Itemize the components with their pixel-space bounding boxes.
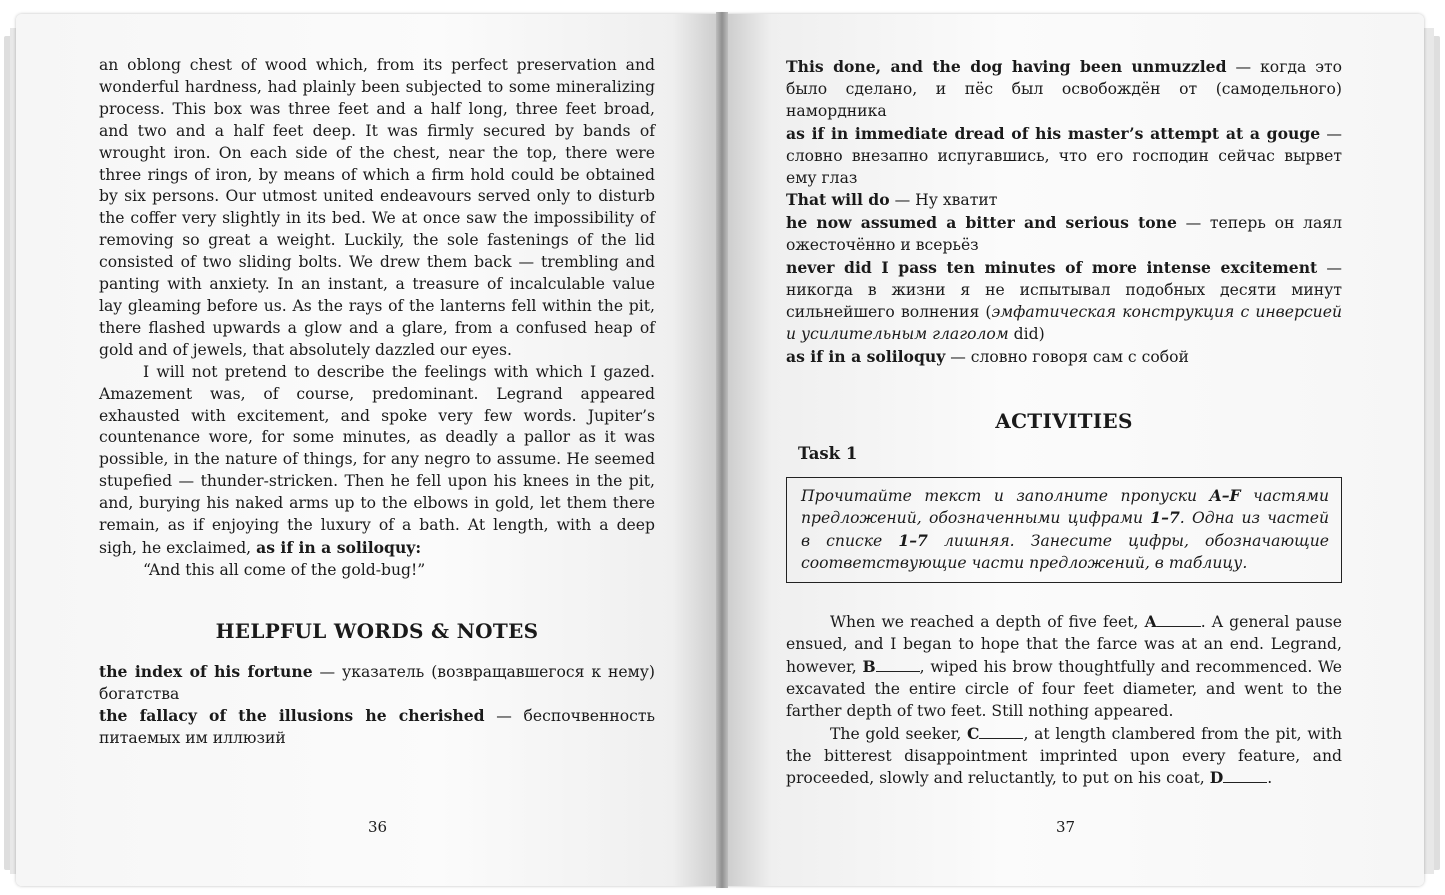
exercise-text: The gold seeker, — [830, 724, 968, 743]
quotation: “And this all come of the gold-bug!” — [143, 560, 426, 579]
note-dash: — — [1320, 124, 1342, 143]
note-item — [786, 257, 1342, 346]
note-translation: словно говоря сам с собой — [970, 347, 1189, 366]
colon: : — [415, 537, 422, 557]
note-term: the index of his fortune — [99, 661, 313, 681]
gap-letter: B — [862, 656, 876, 676]
gap-letter: D — [1209, 768, 1224, 788]
exercise-paragraph — [786, 723, 1342, 791]
instruction-text: . Одна из частей в списке — [801, 509, 1330, 551]
note-translation: Ну хватит — [915, 191, 998, 210]
note-term: as if in a soliloquy — [786, 346, 946, 366]
exercise-text: When we reached a depth of five feet, — [830, 613, 1145, 632]
gap-blank — [979, 725, 1023, 739]
note-dash: — — [1317, 259, 1342, 278]
note-item — [786, 123, 1342, 190]
instruction-option-numbers: 1–7 — [898, 531, 928, 551]
note-term: he now assumed a bitter and serious tone — [786, 213, 1177, 233]
note-dash: — — [889, 191, 916, 210]
note-term: never did I pass ten minutes of more intense excitement — [786, 258, 1318, 278]
note-dash: — — [484, 707, 524, 726]
gap-letter: C — [967, 723, 980, 743]
note-grammar-comment: эмфатическая конструкция с инверсией и усилительным глаголом — [786, 302, 1342, 343]
story-text: I will not pretend to describe the feelings with which I gazed. Amazement was, of course, predominant. Legrand appeared exhausted with excitement, and spoke very few words. Jupiter’s countenance wore, for some minutes, as deadly a pallor as it was possible, in the nature of things, for any negro to assume. He seemed stupefied — thunder-stricken. Then he fell upon his knees in the pit, and, burying his naked arms up to the elbows in gold, let them there remain, as if enjoying the luxury of a bath. At length, with a deep sigh, he exclaimed, — [99, 362, 655, 557]
gap-blank — [1157, 613, 1201, 627]
note-translation-end: did) — [1008, 324, 1045, 343]
note-dash: — — [1176, 214, 1210, 233]
note-translation: когда это было сделано, и пёс был освобождён от (самодельного) намордника — [786, 58, 1342, 120]
note-term: This done, and the dog having been unmuzzled — [786, 57, 1227, 76]
note-term: the fallacy of the illusions he cherished — [99, 706, 485, 726]
notes-heading: HELPFUL WORDS & NOTES — [215, 618, 539, 643]
exercise-text: , wiped his brow thoughtfully and recommenced. We excavated the entire circle of four feet diameter, and went to the farther depth of two feet. Still nothing appeared. — [786, 657, 1343, 720]
note-translation: теперь он лаял ожесточённо и всерьёз — [786, 214, 1342, 255]
highlighted-phrase: as if in a soliloquy — [256, 537, 416, 557]
gap-blank — [876, 658, 920, 672]
note-item — [786, 346, 1342, 369]
note-translation: никогда в жизни я не испытывал подобных десяти минут сильнейшего волнения ( — [786, 281, 1342, 321]
story-paragraph: an oblong chest of wood which, from its perfect preservation and wonderful hardness, had plainly been subjected to some mineralizing process. This box was three feet and a half long, three feet broad, and two and a half feet deep. It was firmly secured by bands of wrought iron. On each side of the chest, near the top, there were three rings of iron, by means of which a firm hold could be obtained by six persons. Our utmost united endeavours served only to disturb the coffer very slightly in its bed. We at once saw the impossibility of removing so great a weight. Luckily, the sole fastenings of the lid consisted of two sliding bolts. We drew them back — trembling and panting with anxiety. In an instant, a treasure of incalculable value lay gleaming before us. As the rays of the lanterns fell within the pit, there flashed upwards a glow and a glare, from a confused heap of gold and of jewels, that absolutely dazzled our eyes. — [99, 56, 655, 359]
right-page-text — [786, 56, 1342, 790]
book-spine — [716, 12, 728, 888]
note-term: as if in immediate dread of his master’s attempt at a gouge — [786, 123, 1321, 143]
task-label: Task 1 — [798, 443, 858, 463]
story-paragraph — [99, 362, 655, 560]
note-item — [786, 56, 1342, 123]
instruction-gap-letters: A–F — [1209, 485, 1241, 505]
note-translation: беспочвенность питаемых им иллюзий — [99, 707, 655, 748]
exercise-text: . — [1267, 769, 1273, 788]
note-item — [99, 705, 655, 750]
note-dash: — — [945, 347, 971, 366]
activities-heading: ACTIVITIES — [995, 408, 1133, 433]
instruction-text: лишняя. Занесите цифры, обозначающие соответствующие части предложений, в таблицу. — [801, 532, 1329, 573]
instruction-text: частями предложений, обозначенными цифрами — [801, 486, 1329, 528]
instruction-option-numbers: 1–7 — [1150, 508, 1180, 528]
note-dash: — — [1226, 58, 1261, 76]
exercise-text: . A general pause ensued, and I began to hope that the farce was at an end. Legrand, however, — [786, 613, 1342, 676]
gap-blank — [1223, 769, 1267, 783]
note-translation: указатель (возвращавшегося к нему) богатства — [99, 662, 656, 703]
left-page-text — [99, 55, 655, 750]
instruction-text: Прочитайте текст и заполните пропуски — [801, 486, 1210, 505]
page-number-left: 36 — [368, 818, 388, 836]
note-dash: — — [312, 662, 343, 681]
note-item — [786, 189, 1342, 212]
note-item — [99, 661, 655, 706]
task-instruction-box — [786, 477, 1342, 584]
note-term: That will do — [786, 190, 890, 210]
exercise-paragraph — [786, 611, 1342, 723]
exercise-text: , at length clambered from the pit, with the bitterest disappointment imprinted upon every feature, and proceeded, slowly and reluctantly, to put on his coat, — [786, 724, 1342, 788]
note-item — [786, 212, 1342, 257]
gap-letter: A — [1144, 612, 1157, 632]
note-translation: словно внезапно испугавшись, что его господин сейчас вырвет ему глаз — [786, 146, 1342, 187]
page-number-right: 37 — [1056, 818, 1076, 836]
